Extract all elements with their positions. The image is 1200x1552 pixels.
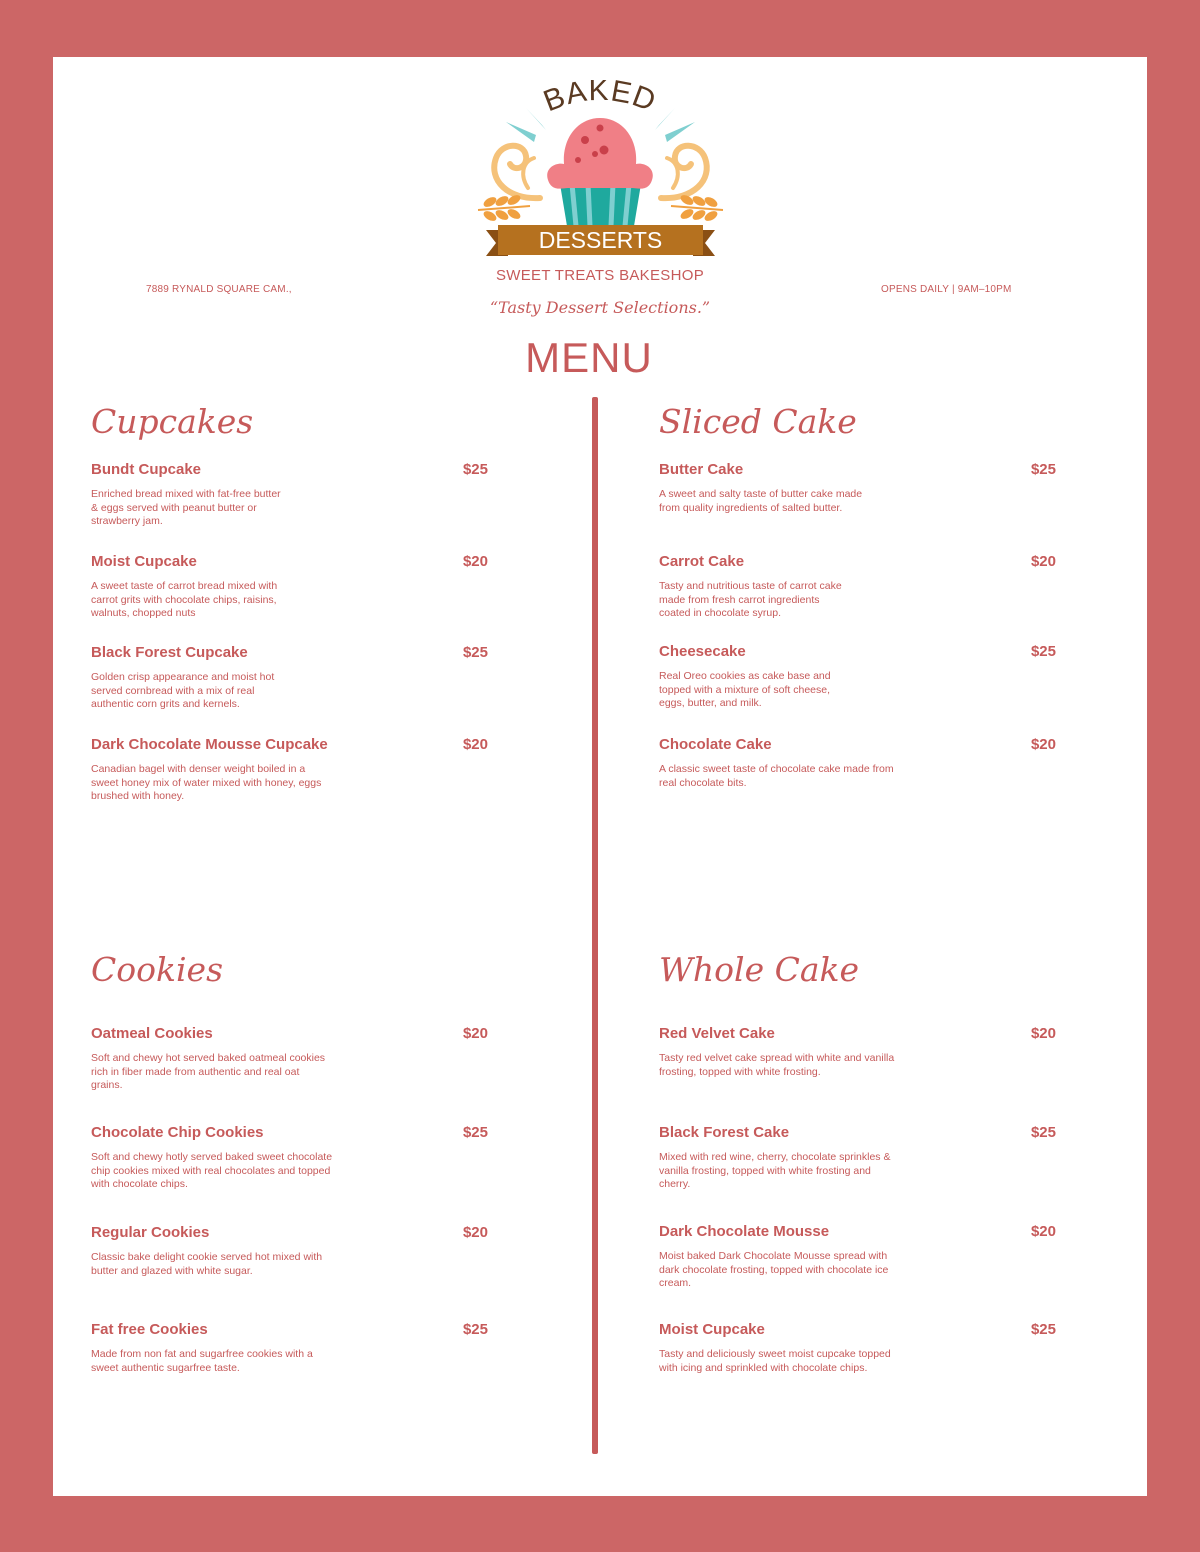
description-line: Golden crisp appearance and moist hot [91, 671, 275, 683]
description-line: A sweet and salty taste of butter cake made [659, 488, 863, 500]
description-line: with icing and sprinkled with chocolate chips. [659, 1361, 868, 1374]
description-line: Real Oreo cookies as cake base and [659, 670, 831, 682]
description-line: Mixed with red wine, cherry, chocolate sprinkles & [659, 1151, 891, 1163]
menu-item-price: $25 [1030, 1321, 1056, 1338]
description-line: rich in fiber made from authentic and real oat [91, 1065, 300, 1078]
section-title: Sliced Cake [659, 402, 857, 441]
bakery-logo [468, 80, 733, 265]
description-line: coated in chocolate syrup. [659, 607, 781, 619]
menu-item-description [659, 670, 831, 711]
menu-item-price: $25 [462, 644, 488, 661]
description-line: topped with a mixture of soft cheese, [659, 683, 831, 696]
menu-item-name: Moist Cupcake [91, 553, 197, 570]
description-line: strawberry jam. [91, 515, 163, 527]
description-line: grains. [91, 1079, 123, 1091]
menu-item-price: $20 [462, 1224, 488, 1241]
description-line: brushed with honey. [91, 790, 185, 802]
menu-item-name: Fat free Cookies [91, 1321, 208, 1338]
menu-item-name: Regular Cookies [91, 1224, 210, 1241]
menu-item-description [659, 1151, 890, 1192]
description-line: made from fresh carrot ingredients [659, 593, 820, 606]
shop-name: SWEET TREATS BAKESHOP [495, 267, 705, 284]
menu-item-description [659, 580, 842, 621]
menu-item-description [91, 671, 274, 712]
description-line: Classic bake delight cookie served hot mixed with [91, 1251, 323, 1263]
left-swirl-decoration [494, 146, 540, 198]
menu-item-name: Dark Chocolate Mousse [659, 1223, 830, 1240]
menu-item-price: $20 [462, 736, 488, 753]
description-line: A sweet taste of carrot bread mixed with [91, 580, 278, 592]
menu-item-description [91, 1151, 332, 1192]
description-line: chip cookies mixed with real chocolates and topped [91, 1164, 331, 1177]
section-title: Cupcakes [91, 402, 254, 441]
menu-item-name: Black Forest Cake [659, 1124, 790, 1141]
description-line: Canadian bagel with denser weight boiled in a [91, 763, 306, 775]
menu-item-name: Moist Cupcake [659, 1321, 765, 1338]
menu-item-price: $25 [462, 1321, 488, 1338]
description-line: sweet honey mix of water mixed with honey, eggs [91, 776, 322, 789]
opening-hours: OPENS DAILY | 9AM–10PM [881, 284, 1012, 295]
description-line: Made from non fat and sugarfree cookies with a [91, 1348, 313, 1360]
menu-item-price: $20 [1030, 1025, 1056, 1042]
menu-item-name: Cheesecake [659, 643, 746, 660]
menu-item-description [659, 763, 894, 790]
menu-item-description [91, 580, 277, 621]
description-line: authentic corn grits and kernels. [91, 698, 240, 710]
description-line: from quality ingredients of salted butter. [659, 501, 843, 514]
description-line: butter and glazed with white sugar. [91, 1264, 253, 1277]
description-line: Soft and chewy hot served baked oatmeal cookies [91, 1052, 326, 1064]
menu-item-name: Dark Chocolate Mousse Cupcake [91, 736, 328, 753]
description-line: Tasty and nutritious taste of carrot cake [659, 580, 842, 592]
menu-item-price: $25 [1030, 1124, 1056, 1141]
description-line: with chocolate chips. [91, 1178, 188, 1190]
menu-item-name: Red Velvet Cake [659, 1025, 775, 1042]
section-title: Whole Cake [659, 950, 860, 989]
description-line: Soft and chewy hotly served baked sweet chocolate [91, 1151, 333, 1163]
menu-item-description [91, 1348, 313, 1375]
menu-item-description [91, 1251, 322, 1278]
description-line: served cornbread with a mix of real [91, 684, 255, 697]
menu-item-description [91, 488, 281, 529]
menu-item-price: $25 [462, 1124, 488, 1141]
description-line: eggs, butter, and milk. [659, 697, 762, 709]
description-line: cream. [659, 1277, 692, 1289]
logo-word-top: BAKED [539, 80, 661, 119]
menu-item-price: $25 [1030, 461, 1056, 478]
menu-item-price: $20 [1030, 553, 1056, 570]
description-line: & eggs served with peanut butter or [91, 501, 257, 514]
menu-item-description [659, 1250, 888, 1291]
menu-item-description [91, 763, 321, 804]
description-line: A classic sweet taste of chocolate cake made from [659, 763, 894, 775]
column-divider [592, 397, 598, 1454]
menu-item-price: $20 [1030, 1223, 1056, 1240]
menu-item-name: Bundt Cupcake [91, 461, 202, 478]
menu-item-description [659, 1348, 891, 1375]
description-line: Moist baked Dark Chocolate Mousse spread with [659, 1250, 888, 1262]
logo-word-banner: DESSERTS [538, 227, 663, 253]
menu-item-description [659, 488, 862, 515]
description-line: frosting, topped with white frosting. [659, 1065, 821, 1078]
menu-item-price: $20 [1030, 736, 1056, 753]
menu-item-name: Butter Cake [659, 461, 744, 478]
menu-item-price: $20 [462, 1025, 488, 1042]
tagline: “Tasty Dessert Selections.” [489, 298, 711, 317]
description-line: Enriched bread mixed with fat-free butter [91, 488, 281, 500]
menu-item-description [659, 1052, 894, 1079]
section-title: Cookies [91, 950, 223, 989]
menu-title: MENU [525, 334, 653, 381]
svg-text:BAKED [539, 80, 661, 118]
description-line: vanilla frosting, topped with white frosting and [659, 1164, 871, 1177]
cupcake-icon [547, 118, 653, 226]
menu-item-price: $20 [462, 553, 488, 570]
menu-item-name: Carrot Cake [659, 553, 745, 570]
menu-item-description [91, 1052, 325, 1093]
menu-item-name: Oatmeal Cookies [91, 1025, 213, 1042]
description-line: sweet authentic sugarfree taste. [91, 1361, 240, 1374]
description-line: real chocolate bits. [659, 776, 747, 789]
description-line: Tasty and deliciously sweet moist cupcake topped [659, 1348, 891, 1360]
menu-item-name: Black Forest Cupcake [91, 644, 248, 661]
menu-item-name: Chocolate Chip Cookies [91, 1124, 264, 1141]
menu-item-name: Chocolate Cake [659, 736, 772, 753]
description-line: cherry. [659, 1178, 691, 1190]
menu-item-price: $25 [462, 461, 488, 478]
description-line: walnuts, chopped nuts [91, 607, 196, 619]
description-line: carrot grits with chocolate chips, raisins, [91, 593, 277, 606]
address: 7889 RYNALD SQUARE CAM., [146, 284, 292, 295]
menu-item-price: $25 [1030, 643, 1056, 660]
description-line: dark chocolate frosting, topped with chocolate ice [659, 1263, 889, 1276]
description-line: Tasty red velvet cake spread with white and vanilla [659, 1052, 895, 1064]
right-swirl-decoration [661, 146, 707, 198]
